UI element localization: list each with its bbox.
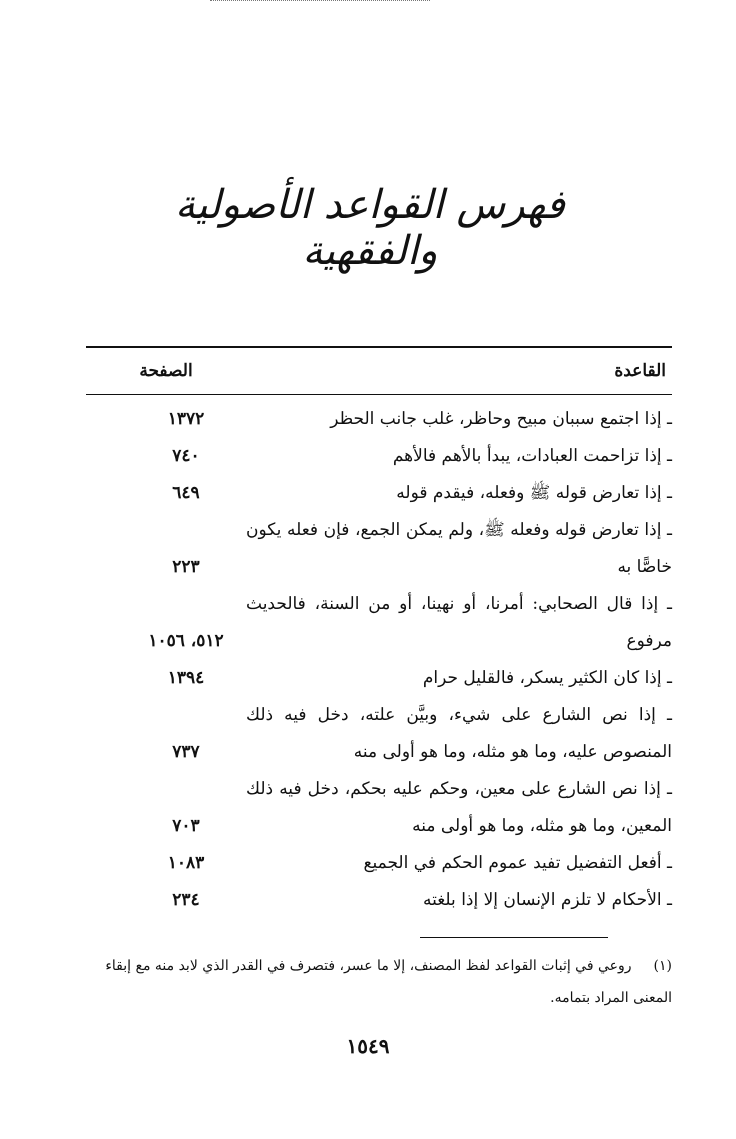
rule-page: ٧٤٠ <box>172 446 200 466</box>
rule-page: ١٣٩٤ <box>167 668 205 688</box>
rule-page: ٧٠٣ <box>172 816 200 836</box>
rules-index-table <box>86 346 672 919</box>
rule-text: ـ إذا اجتمع سببان مبيح وحاظر، غلب جانب الحظر <box>330 409 672 429</box>
rule-text: ـ إذا نص الشارع على شيء، وبيَّن علته، دخل فيه ذلك المنصوص عليه، وما هو مثله، وما هو أولى منه <box>246 705 672 762</box>
table-row <box>86 401 672 438</box>
table-row <box>86 697 672 771</box>
rule-page: ١٠٨٣ <box>167 853 205 873</box>
rule-page: ٥١٢، ١٠٥٦ <box>148 631 224 651</box>
footnote-marker: (١) <box>653 958 672 974</box>
page-number: ١٥٤٩ <box>346 1034 390 1058</box>
rule-text: ـ أفعل التفضيل تفيد عموم الحكم في الجميع <box>363 853 672 873</box>
table-row <box>86 845 672 882</box>
table-row <box>86 882 672 919</box>
table-row <box>86 438 672 475</box>
top-divider <box>210 0 430 1</box>
table-rows <box>86 395 672 919</box>
rule-page: ٢٢٣ <box>172 557 200 577</box>
table-row <box>86 771 672 845</box>
table-header <box>86 346 672 395</box>
table-row <box>86 660 672 697</box>
rule-text: ـ إذا كان الكثير يسكر، فالقليل حرام <box>422 668 672 688</box>
page-title: فهرس القواعد الأصولية والفقهية <box>175 182 565 274</box>
rule-text: ـ الأحكام لا تلزم الإنسان إلا إذا بلغته <box>422 890 672 910</box>
rule-text: ـ إذا تعارض قوله وفعله ﷺ، ولم يمكن الجمع، فإن فعله يكون خاصًّا به <box>246 520 672 577</box>
rule-page: ١٣٧٢ <box>167 409 205 429</box>
footnote-text: روعي في إثبات القواعد لفظ المصنف، إلا ما عسر، فتصرف في القدر الذي لابد منه مع إبقاء المعنى المراد بتمامه. <box>105 958 672 1006</box>
rule-page: ٧٣٧ <box>172 742 200 762</box>
footnote-divider <box>420 937 608 938</box>
header-page: الصفحة <box>139 361 193 381</box>
rule-text: ـ إذا قال الصحابي: أمرنا، أو نهينا، أو من السنة، فالحديث مرفوع <box>246 594 672 651</box>
table-row <box>86 586 672 660</box>
rule-text: ـ إذا تعارض قوله ﷺ وفعله، فيقدم قوله <box>396 483 672 503</box>
table-row <box>86 512 672 586</box>
rule-text: ـ إذا تزاحمت العبادات، يبدأ بالأهم فالأهم <box>392 446 672 466</box>
table-row <box>86 475 672 512</box>
footnote <box>86 950 672 1014</box>
rule-text: ـ إذا نص الشارع على معين، وحكم عليه بحكم، دخل فيه ذلك المعين، وما هو مثله، وما هو أولى منه <box>246 779 672 836</box>
rule-page: ٢٣٤ <box>172 890 200 910</box>
rule-page: ٦٤٩ <box>172 483 200 503</box>
header-rule: القاعدة <box>614 361 666 381</box>
